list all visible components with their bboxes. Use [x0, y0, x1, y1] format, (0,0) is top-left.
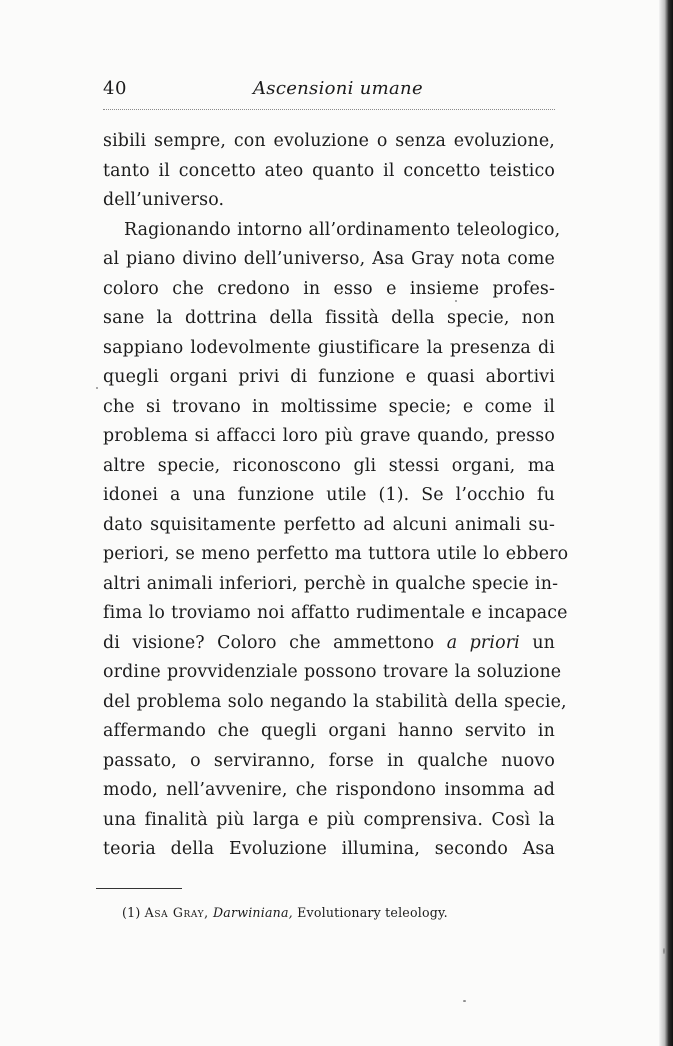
text-line: teoria della Evoluzione illumina, secondo Asa	[103, 839, 555, 859]
text-line: altre specie, riconoscono gli stessi organi, ma	[103, 455, 555, 476]
page-number: 40	[103, 78, 127, 99]
text-line: passato, o serviranno, forse in qualche nuovo	[103, 750, 555, 771]
footnote-title: Evolutionary teleology.	[297, 905, 448, 920]
text-line: che si trovano in moltissime specie; e come il	[103, 396, 555, 417]
paper-speck	[455, 300, 457, 302]
text-line: tanto il concetto ateo quanto il concetto teistico	[103, 160, 555, 181]
text-line-with-italic	[103, 629, 555, 659]
footnote-author: Asa Gray,	[144, 905, 209, 920]
text-line: altri animali inferiori, perchè in qualche specie in-	[103, 573, 559, 594]
text-line: al piano divino dell’universo, Asa Gray nota come	[103, 249, 555, 269]
text-line: del problema solo negando la stabilità della specie,	[103, 691, 567, 712]
footnote-rule	[96, 888, 182, 889]
paper-speck	[463, 1000, 466, 1002]
text-line: una finalità più larga e più comprensiva. Così la	[103, 809, 555, 830]
text-line: fima lo troviamo noi affatto rudimentale e incapace	[103, 603, 568, 623]
page-edge-shadow	[659, 0, 673, 1046]
paper-speck	[663, 948, 665, 954]
text-line: sibili sempre, con evoluzione o senza evoluzione,	[103, 131, 555, 151]
body-text	[103, 127, 569, 865]
footnote-work: Darwiniana,	[212, 905, 293, 920]
header-rule	[103, 109, 555, 110]
page-header	[103, 78, 555, 104]
text-line: modo, nell’avvenire, che rispondono insomma ad	[103, 780, 555, 800]
text-segment: un	[532, 632, 556, 653]
text-line: dato squisitamente perfetto ad alcuni animali su-	[103, 514, 555, 535]
running-title: Ascensioni umane	[253, 78, 423, 99]
text-line: Ragionando intorno all’ordinamento teleologico,	[124, 219, 561, 240]
text-line: sappiano lodevolmente giustificare la presenza di	[103, 337, 555, 358]
text-line: affermando che quegli organi hanno servito in	[103, 721, 555, 741]
footnote-marker: (1)	[122, 905, 141, 920]
text-line: periori, se meno perfetto ma tuttora utile lo ebbero	[103, 544, 569, 564]
text-line: sane la dottrina della fissità della specie, non	[103, 308, 555, 328]
text-line: idonei a una funzione utile (1). Se l’occhio fu	[103, 485, 555, 505]
text-segment: di visione? Coloro che ammettono	[103, 632, 435, 653]
text-line: coloro che credono in esso e insieme profes-	[103, 278, 555, 299]
text-line: ordine provvidenziale possono trovare la soluzione	[103, 662, 562, 682]
text-line: dell’universo.	[103, 190, 225, 210]
text-line: quegli organi privi di funzione e quasi abortivi	[103, 367, 555, 387]
text-line: problema si affacci loro più grave quando, presso	[103, 426, 555, 446]
italic-phrase: a priori	[446, 632, 520, 653]
paper-speck	[96, 387, 98, 389]
footnote	[122, 903, 542, 923]
